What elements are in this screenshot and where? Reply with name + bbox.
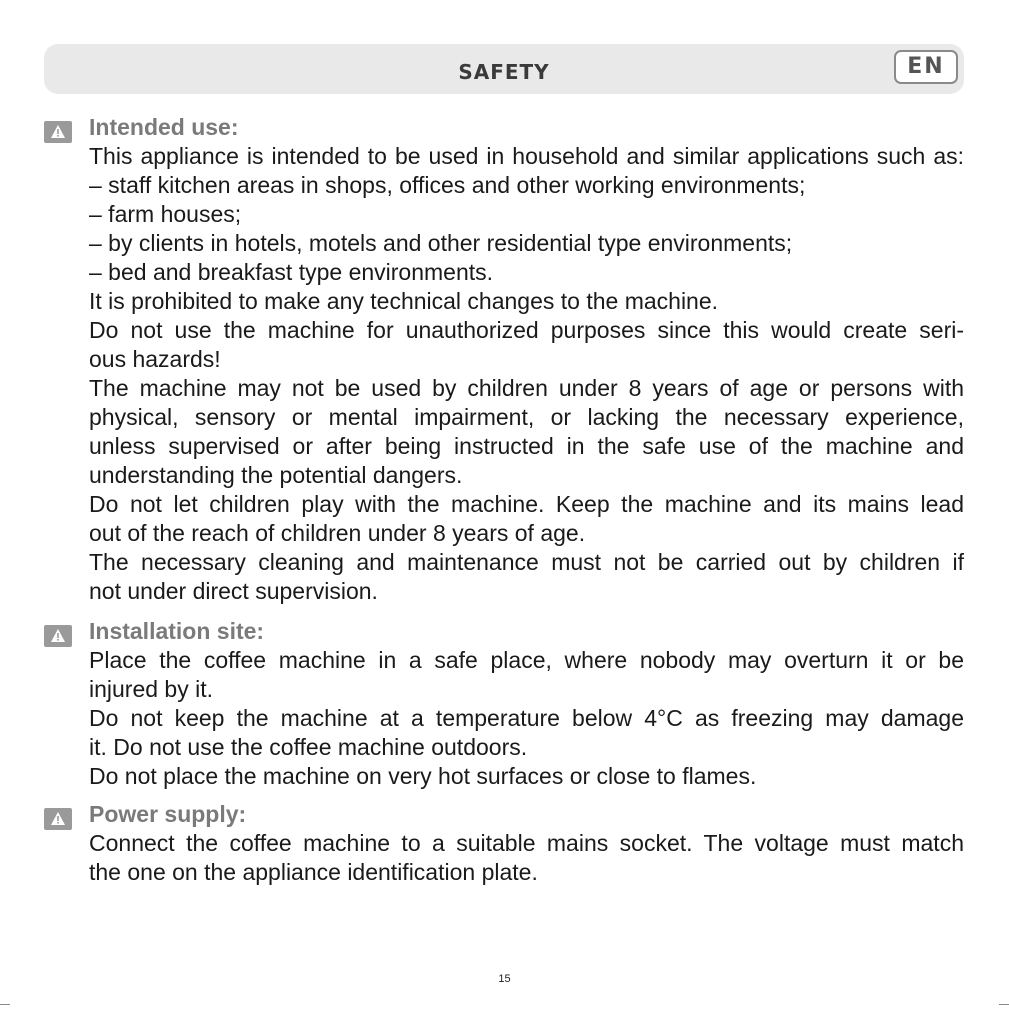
text-line: not under direct supervision.	[89, 578, 378, 604]
section-title: Power supply:	[89, 801, 247, 827]
text-line: the one on the appliance identification plate.	[89, 859, 538, 885]
warning-icon	[44, 808, 72, 830]
warning-icon	[44, 625, 72, 647]
text-line: it. Do not use the coffee machine outdoors.	[89, 734, 528, 760]
text-line: Do not place the machine on very hot surfaces or close to flames.	[89, 763, 757, 789]
text-line: out of the reach of children under 8 years of age.	[89, 520, 586, 546]
text-line: injured by it.	[89, 676, 214, 702]
text-line: Do not use the machine for unauthorized purposes since this would create seri-	[89, 317, 964, 343]
text-line: – farm houses;	[89, 201, 242, 227]
language-badge: EN	[894, 50, 958, 84]
page-number: 15	[498, 973, 511, 985]
section-body	[89, 829, 964, 887]
text-line: The necessary cleaning and maintenance must not be carried out by children if	[89, 549, 964, 575]
section-power-supply	[44, 800, 964, 887]
text-line: The machine may not be used by children under 8 years of age or persons with	[89, 375, 964, 401]
text-line: ous hazards!	[89, 346, 221, 372]
text-line: Do not keep the machine at a temperature below 4°C as freezing may damage	[89, 705, 964, 731]
section-body	[89, 142, 964, 606]
section-header-bar	[44, 44, 964, 94]
text-line: Place the coffee machine in a safe place, where nobody may overturn it or be	[89, 647, 964, 673]
section-title: Intended use:	[89, 114, 239, 140]
crop-mark	[0, 1004, 10, 1005]
text-line: – bed and breakfast type environments.	[89, 259, 494, 285]
text-line: This appliance is intended to be used in household and similar applications such as:	[89, 143, 964, 169]
text-line: unless supervised or after being instructed in the safe use of the machine and	[89, 433, 964, 459]
section-installation-site	[44, 617, 964, 791]
section-intended-use	[44, 113, 964, 606]
crop-mark	[999, 1004, 1009, 1005]
page-title: SAFETY	[458, 60, 550, 84]
text-line: Connect the coffee machine to a suitable mains socket. The voltage must match	[89, 830, 964, 856]
warning-icon	[44, 121, 72, 143]
text-line: Do not let children play with the machine. Keep the machine and its mains lead	[89, 491, 964, 517]
text-line: – staff kitchen areas in shops, offices and other working environments;	[89, 172, 806, 198]
text-line: – by clients in hotels, motels and other residential type environments;	[89, 230, 793, 256]
section-body	[89, 646, 964, 791]
section-title: Installation site:	[89, 618, 265, 644]
text-line: It is prohibited to make any technical changes to the machine.	[89, 288, 719, 314]
text-line: understanding the potential dangers.	[89, 462, 463, 488]
text-line: physical, sensory or mental impairment, or lacking the necessary experience,	[89, 404, 964, 430]
